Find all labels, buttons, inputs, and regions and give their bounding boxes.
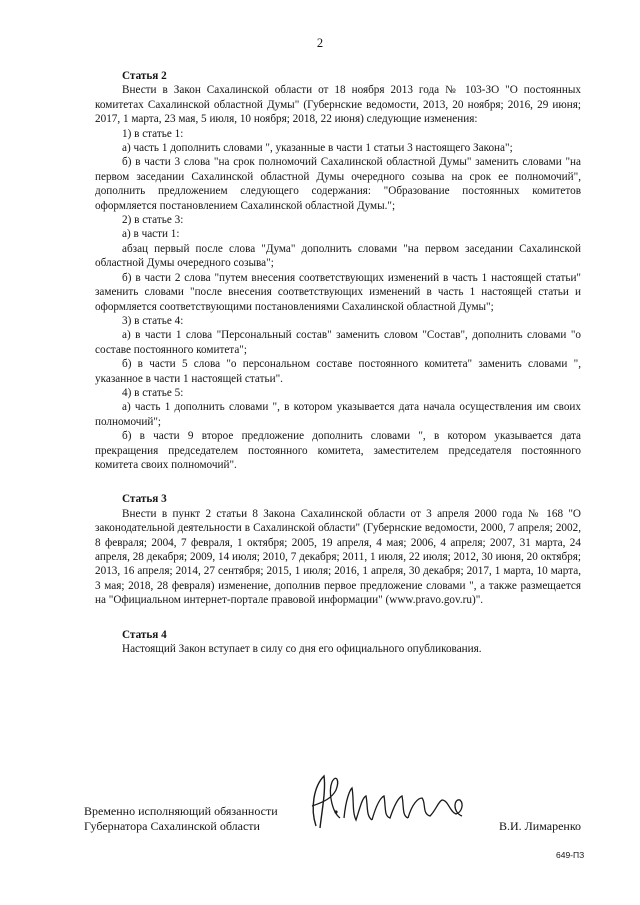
signatory-position <box>84 804 278 833</box>
paragraph: а) часть 1 дополнить словами ", в котором указывается дата начала осуществления им своих полномочий"; <box>95 401 581 428</box>
position-line: Губернатора Сахалинской области <box>84 818 260 833</box>
paragraph: 4) в статье 5: <box>122 386 184 399</box>
page-number: 2 <box>316 36 324 50</box>
paragraph: б) в части 3 слова "на срок полномочий Сахалинской областной Думы" заменить словами "на первом заседании Сахалинской областной Думы очередного созыва на срок ее полномочий", дополнить предложением следующего содержания: "Образование постоянных комитетов оформляется постановлением Сахалинской областной Думы."; <box>95 156 581 212</box>
paragraph: б) в части 2 слова "путем внесения соответствующих изменений в часть 1 настоящей статьи" заменить словами "после внесения соответствующих изменений в часть 1 настоящей статьи и оформляется соответствующими постановлениями Сахалинской областной Думы"; <box>95 271 581 313</box>
paragraph: а) часть 1 дополнить словами ", указанные в части 1 статьи 3 настоящего Закона"; <box>122 142 513 155</box>
article-4 <box>95 628 581 657</box>
article-heading: Статья 2 <box>122 70 167 82</box>
article-3 <box>95 492 581 607</box>
paragraph: абзац первый после слова "Дума" дополнить словами "на первом заседании Сахалинской областной Думы очередного созыва"; <box>95 242 581 270</box>
paragraph: Внести в Закон Сахалинской области от 18 ноября 2013 года № 103-ЗО "О постоянных комитетах Сахалинской областной Думы" (Губернские ведомости, 2013, 20 ноября; 2016, 29 июня; 2017, 1 марта, 23 мая, 5 июля, 10 ноября; 2018, 22 июня) следующие изменения: <box>95 84 581 126</box>
paragraph: б) в части 9 второе предложение дополнить словами ", в котором указывается дата прекращения председателем постоянного комитета, заместителем председателя постоянного комитета своих полномочий". <box>95 430 581 471</box>
paragraph: а) в части 1 слова "Персональный состав" заменить словом "Состав", дополнить словами "о составе постоянного комитета"; <box>95 329 581 356</box>
paragraph: 3) в статье 4: <box>122 314 184 327</box>
article-2 <box>95 69 581 472</box>
paragraph: 1) в статье 1: <box>122 127 184 140</box>
document-code: 649-ПЗ <box>556 850 585 860</box>
document-body <box>95 69 581 656</box>
position-line: Временно исполняющий обязанности <box>84 804 278 818</box>
paragraph: а) в части 1: <box>122 228 180 241</box>
spacer <box>95 472 581 492</box>
paragraph: Настоящий Закон вступает в силу со дня его официального опубликования. <box>122 643 482 656</box>
paragraph: 2) в статье 3: <box>122 214 184 227</box>
paragraph: Внести в пункт 2 статьи 8 Закона Сахалинской области от 3 апреля 2000 года № 168 "О законодательной деятельности в Сахалинской области" (Губернские ведомости, 2000, 7 апреля; 2002, 8 февраля; 2004, 7 февраля, 1 октября; 2005, 19 апреля, 4 мая; 2006, 4 апреля; 2007, 31 марта, 24 апреля, 28 декабря; 2009, 14 июля; 2010, 7 декабря; 2011, 1 июля, 22 июля; 2012, 30 июня, 20 октября; 2013, 16 апреля; 2014, 27 сентября; 2015, 1 июля; 2016, 1 апреля, 30 декабря; 2017, 1 марта, 10 марта, 3 мая; 2018, 28 февраля) изменение, дополнив первое предложение словами ", а также размещается на "Официальном интернет-портале правовой информации" (www.pravo.gov.ru)". <box>95 507 581 607</box>
spacer <box>95 608 581 628</box>
paragraph: б) в части 5 слова "о персональном составе постоянного комитета" заменить словами ", указанное в части 1 настоящей статьи". <box>95 358 581 385</box>
article-heading: Статья 4 <box>122 628 167 641</box>
handwritten-signature <box>302 768 492 838</box>
signatory-name: В.И. Лимаренко <box>499 819 582 833</box>
article-heading: Статья 3 <box>122 493 167 506</box>
